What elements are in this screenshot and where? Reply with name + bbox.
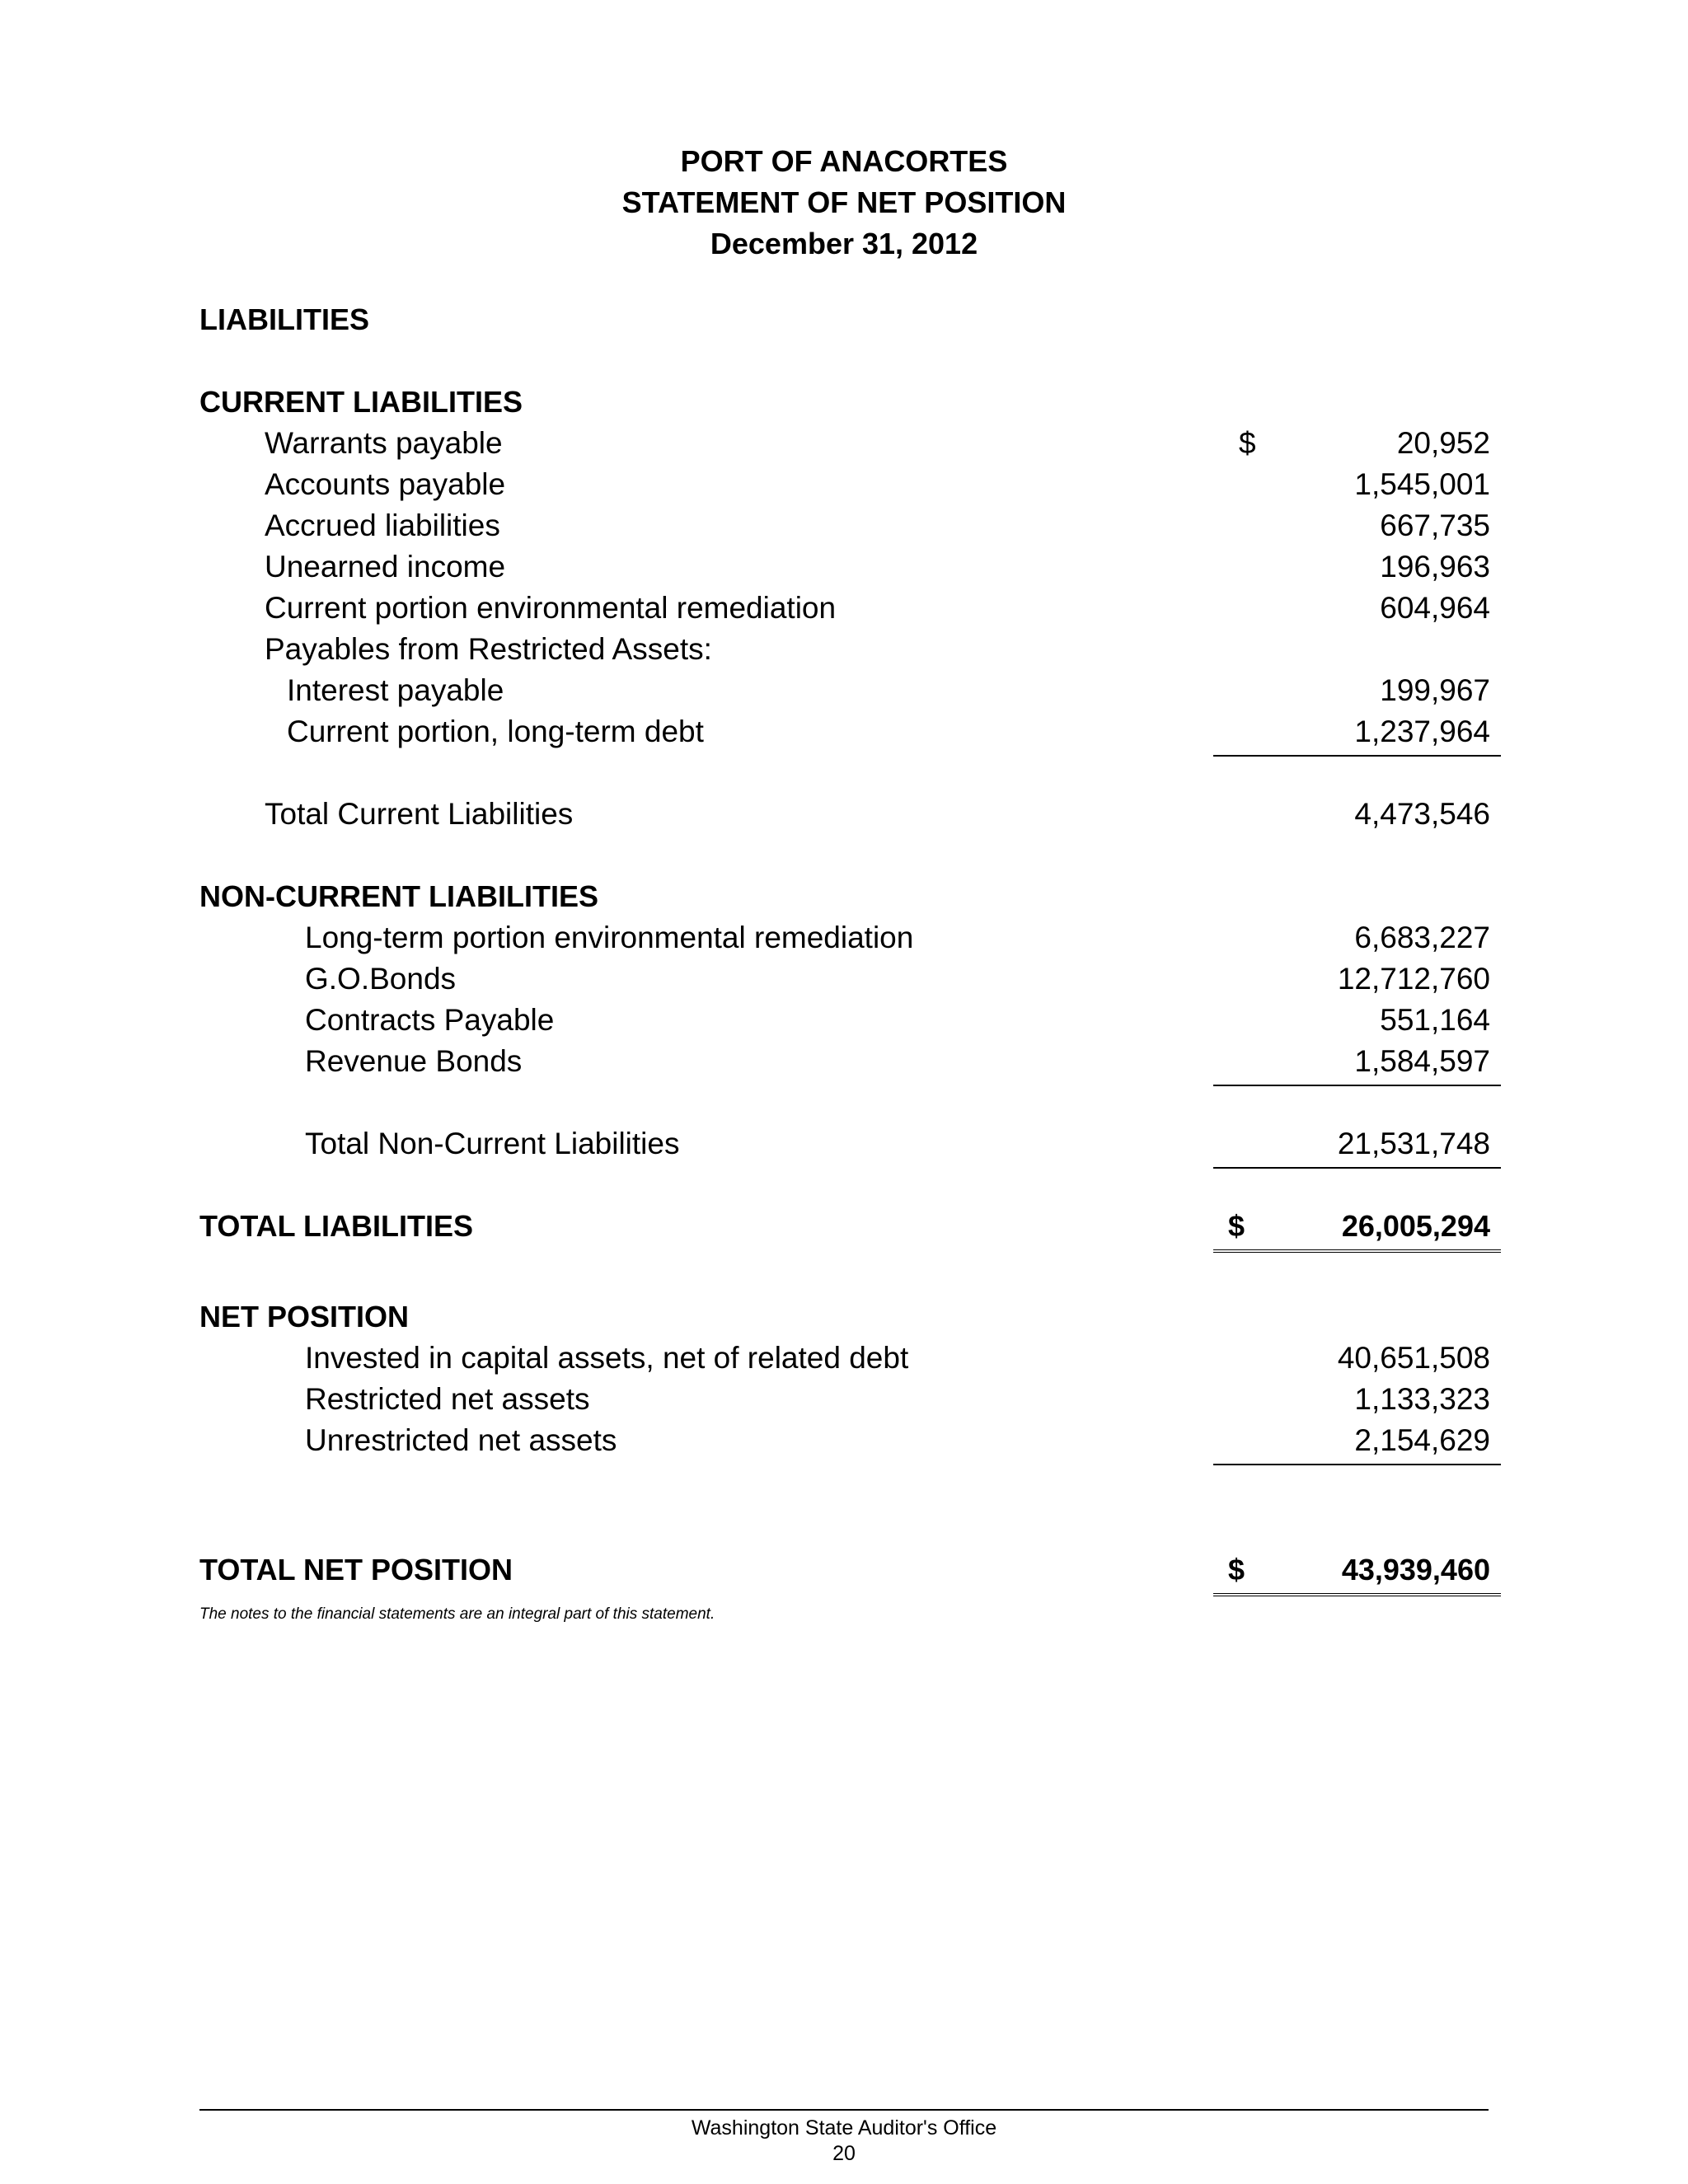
accounts-payable-label: Accounts payable (265, 467, 506, 501)
warrants-payable-amount: 20,952 (1396, 426, 1490, 460)
total-noncurrent-liabilities-label: Total Non-Current Liabilities (305, 1127, 680, 1160)
unrestricted-net-assets-amount: 2,154,629 (1354, 1423, 1490, 1457)
footer-rule (199, 2109, 1489, 2111)
current-env-remediation-label: Current portion environmental remediation (265, 591, 837, 625)
longterm-env-remediation-label: Long-term portion environmental remediation (305, 921, 914, 954)
go-bonds-amount: 12,712,760 (1337, 962, 1490, 996)
current-long-term-debt-amount: 1,237,964 (1354, 715, 1490, 748)
go-bonds-label: G.O.Bonds (305, 962, 457, 996)
total-liabilities-double-rule (1213, 1249, 1501, 1253)
total-current-liabilities-amount: 4,473,546 (1354, 797, 1490, 831)
invested-capital-assets-amount: 40,651,508 (1337, 1341, 1490, 1375)
warrants-payable-label: Warrants payable (265, 426, 503, 460)
total-noncurrent-liabilities-amount: 21,531,748 (1337, 1127, 1490, 1160)
noncurrent-total-rule (1213, 1167, 1501, 1169)
footer-page-number: 20 (832, 2142, 856, 2165)
unearned-income-amount: 196,963 (1380, 550, 1490, 583)
statement-title: STATEMENT OF NET POSITION (621, 185, 1067, 219)
contracts-payable-label: Contracts Payable (305, 1003, 555, 1037)
statement-date: December 31, 2012 (710, 227, 978, 260)
footer-office: Washington State Auditor's Office (691, 2116, 997, 2139)
entity-title: PORT OF ANACORTES (680, 144, 1008, 178)
total-net-position-label: TOTAL NET POSITION (199, 1553, 513, 1586)
noncurrent-liabilities-heading: NON-CURRENT LIABILITIES (199, 879, 598, 913)
revenue-bonds-label: Revenue Bonds (305, 1044, 523, 1078)
net-position-subtotal-rule (1213, 1464, 1501, 1465)
restricted-net-assets-label: Restricted net assets (305, 1382, 590, 1416)
contracts-payable-amount: 551,164 (1380, 1003, 1490, 1037)
invested-capital-assets-label: Invested in capital assets, net of related debt (305, 1341, 909, 1375)
total-current-liabilities-label: Total Current Liabilities (265, 797, 574, 831)
accounts-payable-amount: 1,545,001 (1354, 467, 1490, 501)
current-env-remediation-amount: 604,964 (1380, 591, 1490, 625)
interest-payable-amount: 199,967 (1380, 673, 1490, 707)
current-long-term-debt-label: Current portion, long-term debt (287, 715, 704, 748)
total-net-position-amount: 43,939,460 (1341, 1553, 1490, 1586)
total-liabilities-label: TOTAL LIABILITIES (199, 1209, 473, 1243)
restricted-net-assets-amount: 1,133,323 (1354, 1382, 1490, 1416)
warrants-payable-currency: $ (1239, 426, 1256, 460)
accrued-liabilities-label: Accrued liabilities (265, 509, 500, 542)
current-liabilities-heading: CURRENT LIABILITIES (199, 385, 523, 419)
current-subtotal-rule (1213, 755, 1501, 757)
revenue-bonds-amount: 1,584,597 (1354, 1044, 1490, 1078)
accrued-liabilities-amount: 667,735 (1380, 509, 1490, 542)
net-position-heading: NET POSITION (199, 1300, 410, 1333)
total-liabilities-amount: 26,005,294 (1341, 1209, 1490, 1243)
longterm-env-remediation-amount: 6,683,227 (1354, 921, 1490, 954)
total-net-position-currency: $ (1228, 1553, 1245, 1586)
unrestricted-net-assets-label: Unrestricted net assets (305, 1423, 617, 1457)
total-net-position-double-rule (1213, 1593, 1501, 1596)
liabilities-heading: LIABILITIES (199, 302, 369, 336)
restricted-payables-label: Payables from Restricted Assets: (265, 632, 712, 666)
interest-payable-label: Interest payable (287, 673, 504, 707)
total-liabilities-currency: $ (1228, 1209, 1245, 1243)
unearned-income-label: Unearned income (265, 550, 506, 583)
noncurrent-subtotal-rule (1213, 1085, 1501, 1086)
statement-note: The notes to the financial statements are an integral part of this statement. (199, 1605, 715, 1623)
